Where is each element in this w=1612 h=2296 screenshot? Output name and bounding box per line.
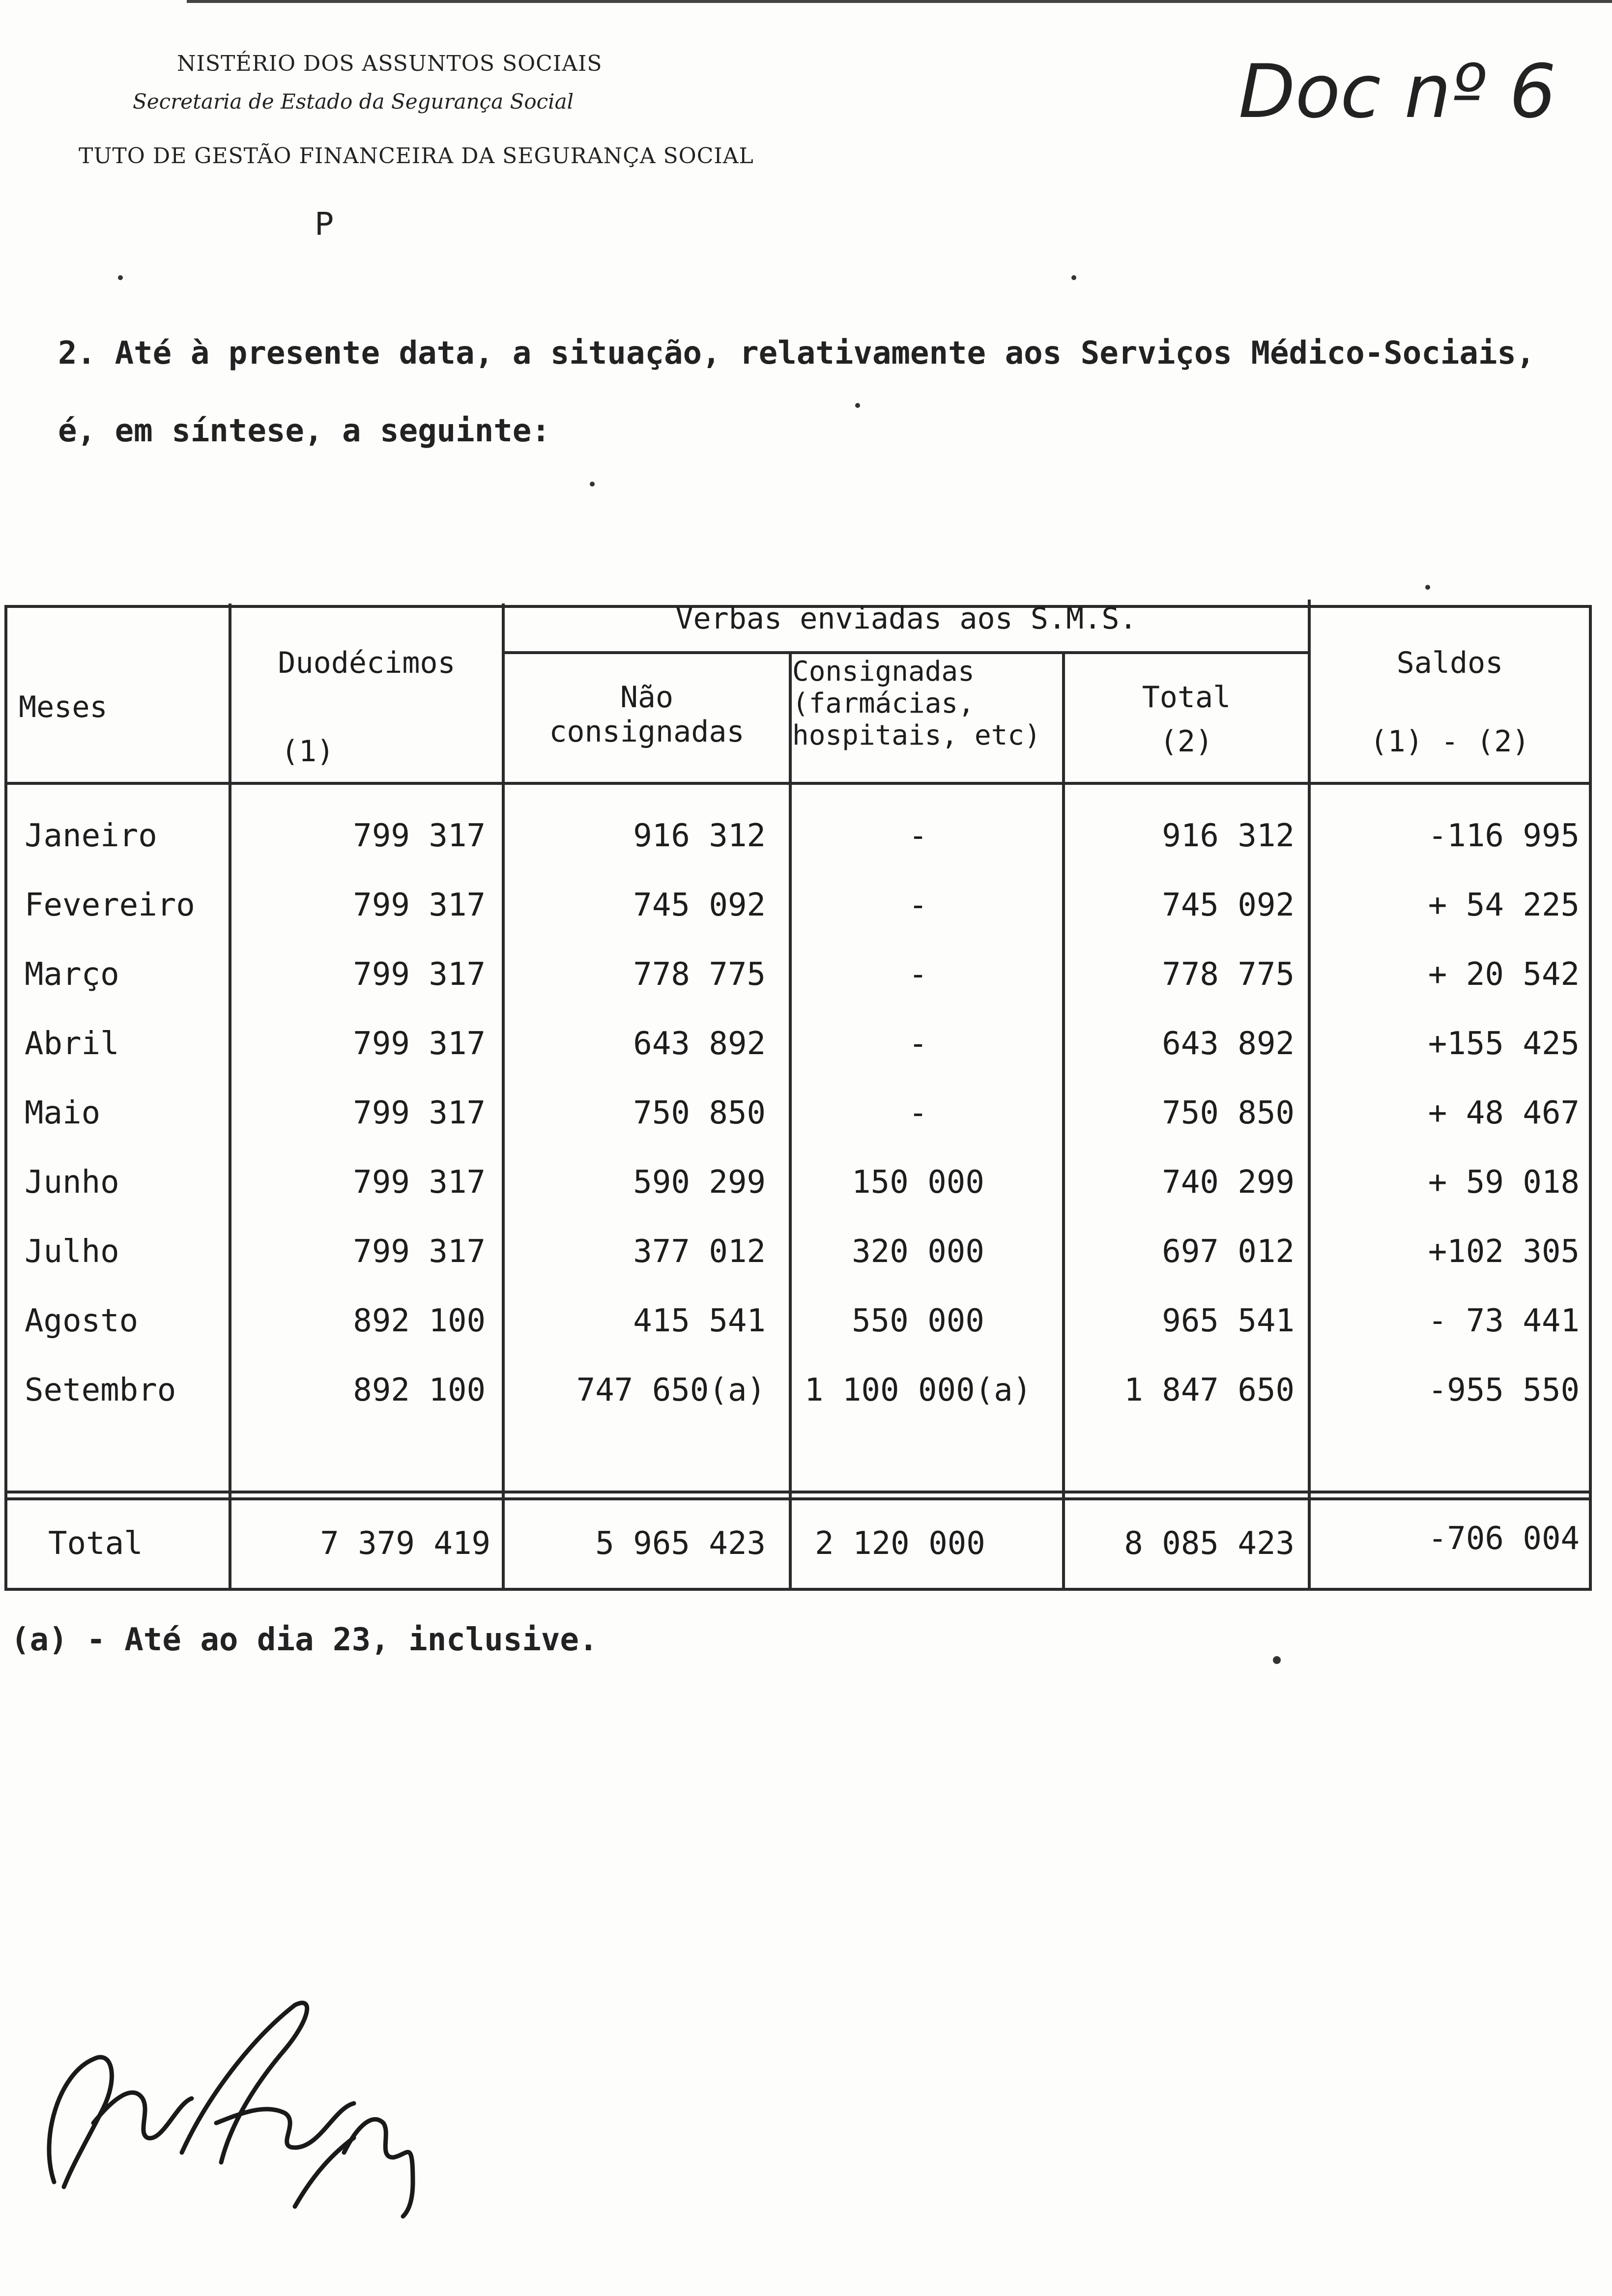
scan-speck	[1273, 1656, 1281, 1664]
top-border-line	[187, 0, 1612, 3]
cell-total: 740 299	[1162, 1164, 1295, 1201]
total-duodecimos: 7 379 419	[320, 1525, 490, 1562]
budget-table	[4, 592, 1594, 1592]
cell-consignadas: -	[908, 818, 928, 854]
cell-mes: Maio	[25, 1095, 101, 1131]
margin-mark: P	[315, 206, 334, 243]
cell-nao-consignadas: 415 541	[633, 1303, 766, 1339]
scan-speck	[590, 482, 595, 487]
header-nao-line2: consignadas	[549, 715, 745, 749]
cell-duodecimos: 892 100	[353, 1303, 486, 1339]
footnote: (a) - Até ao dia 23, inclusive.	[11, 1622, 598, 1658]
cell-nao-consignadas: 590 299	[633, 1164, 766, 1201]
handwritten-signature	[20, 1976, 442, 2221]
cell-consignadas: 150 000	[852, 1164, 984, 1201]
header-saldos: Saldos	[1396, 646, 1503, 680]
cell-nao-consignadas: 643 892	[633, 1026, 766, 1062]
cell-consignadas: -	[908, 887, 928, 923]
cell-duodecimos: 892 100	[353, 1372, 486, 1408]
header-saldos-formula: (1) - (2)	[1370, 724, 1530, 759]
intro-line-2: é, em síntese, a seguinte:	[58, 413, 550, 449]
letterhead-institute: TUTO DE GESTÃO FINANCEIRA DA SEGURANÇA SOCIAL	[79, 144, 754, 169]
header-cons-line3: hospitais, etc)	[792, 719, 1041, 751]
cell-consignadas: -	[908, 1095, 928, 1131]
scan-speck	[1071, 275, 1076, 280]
cell-total: 916 312	[1162, 818, 1295, 854]
cell-nao-consignadas: 745 092	[633, 887, 766, 923]
cell-mes: Julho	[25, 1234, 119, 1270]
cell-duodecimos: 799 317	[353, 1164, 486, 1201]
cell-mes: Abril	[25, 1026, 119, 1062]
cell-saldo: -116 995	[1428, 818, 1580, 854]
cell-saldo: + 48 467	[1428, 1095, 1580, 1131]
cell-duodecimos: 799 317	[353, 1234, 486, 1270]
total-label: Total	[48, 1525, 143, 1562]
total-consignadas: 2 120 000	[815, 1525, 985, 1562]
scan-speck	[855, 403, 860, 408]
letterhead-ministry: NISTÉRIO DOS ASSUNTOS SOCIAIS	[177, 51, 603, 76]
scan-speck	[118, 275, 123, 280]
cell-saldo: +102 305	[1428, 1234, 1580, 1270]
header-cons-line1: Consignadas	[792, 656, 975, 688]
cell-saldo: + 59 018	[1428, 1164, 1580, 1201]
cell-duodecimos: 799 317	[353, 956, 486, 993]
cell-saldo: + 20 542	[1428, 956, 1580, 993]
total-total: 8 085 423	[1124, 1525, 1295, 1562]
cell-consignadas: 550 000	[852, 1303, 984, 1339]
cell-total: 965 541	[1162, 1303, 1295, 1339]
cell-nao-consignadas: 747 650(a)	[576, 1372, 766, 1408]
header-duodecimos-num: (1)	[281, 734, 335, 769]
cell-nao-consignadas: 916 312	[633, 818, 766, 854]
cell-total: 750 850	[1162, 1095, 1295, 1131]
header-nao-line1: Não	[620, 680, 674, 715]
header-meses: Meses	[19, 690, 108, 724]
total-saldo: -706 004	[1428, 1521, 1580, 1557]
cell-duodecimos: 799 317	[353, 1095, 486, 1131]
handwritten-doc-reference: Doc nº 6	[1238, 49, 1556, 135]
header-total-num: (2)	[1159, 724, 1213, 759]
header-cons-line2: (farmácias,	[792, 688, 975, 719]
cell-saldo: - 73 441	[1428, 1303, 1580, 1339]
cell-mes: Junho	[25, 1164, 119, 1201]
cell-duodecimos: 799 317	[353, 887, 486, 923]
header-verbas: Verbas enviadas aos S.M.S.	[675, 602, 1137, 636]
cell-mes: Fevereiro	[25, 887, 195, 923]
cell-consignadas: -	[908, 1026, 928, 1062]
header-total: Total	[1142, 680, 1231, 715]
cell-nao-consignadas: 750 850	[633, 1095, 766, 1131]
cell-nao-consignadas: 377 012	[633, 1234, 766, 1270]
letterhead-secretariat: Secretaria de Estado da Segurança Social	[133, 89, 574, 114]
cell-duodecimos: 799 317	[353, 1026, 486, 1062]
cell-consignadas: -	[908, 956, 928, 993]
cell-total: 745 092	[1162, 887, 1295, 923]
cell-duodecimos: 799 317	[353, 818, 486, 854]
cell-mes: Setembro	[25, 1372, 176, 1408]
scan-speck	[1425, 585, 1430, 590]
cell-total: 778 775	[1162, 956, 1295, 993]
total-nao-consignadas: 5 965 423	[595, 1525, 766, 1562]
cell-saldo: -955 550	[1428, 1372, 1580, 1408]
cell-total: 1 847 650	[1124, 1372, 1295, 1408]
cell-saldo: + 54 225	[1428, 887, 1580, 923]
cell-mes: Janeiro	[25, 818, 157, 854]
cell-nao-consignadas: 778 775	[633, 956, 766, 993]
header-duodecimos: Duodécimos	[278, 646, 456, 680]
cell-total: 643 892	[1162, 1026, 1295, 1062]
cell-mes: Agosto	[25, 1303, 139, 1339]
cell-saldo: +155 425	[1428, 1026, 1580, 1062]
cell-mes: Março	[25, 956, 119, 993]
intro-line-1: 2. Até à presente data, a situação, relativamente aos Serviços Médico-Sociais,	[58, 335, 1535, 372]
cell-total: 697 012	[1162, 1234, 1295, 1270]
cell-consignadas: 1 100 000(a)	[804, 1372, 1032, 1408]
cell-consignadas: 320 000	[852, 1234, 984, 1270]
